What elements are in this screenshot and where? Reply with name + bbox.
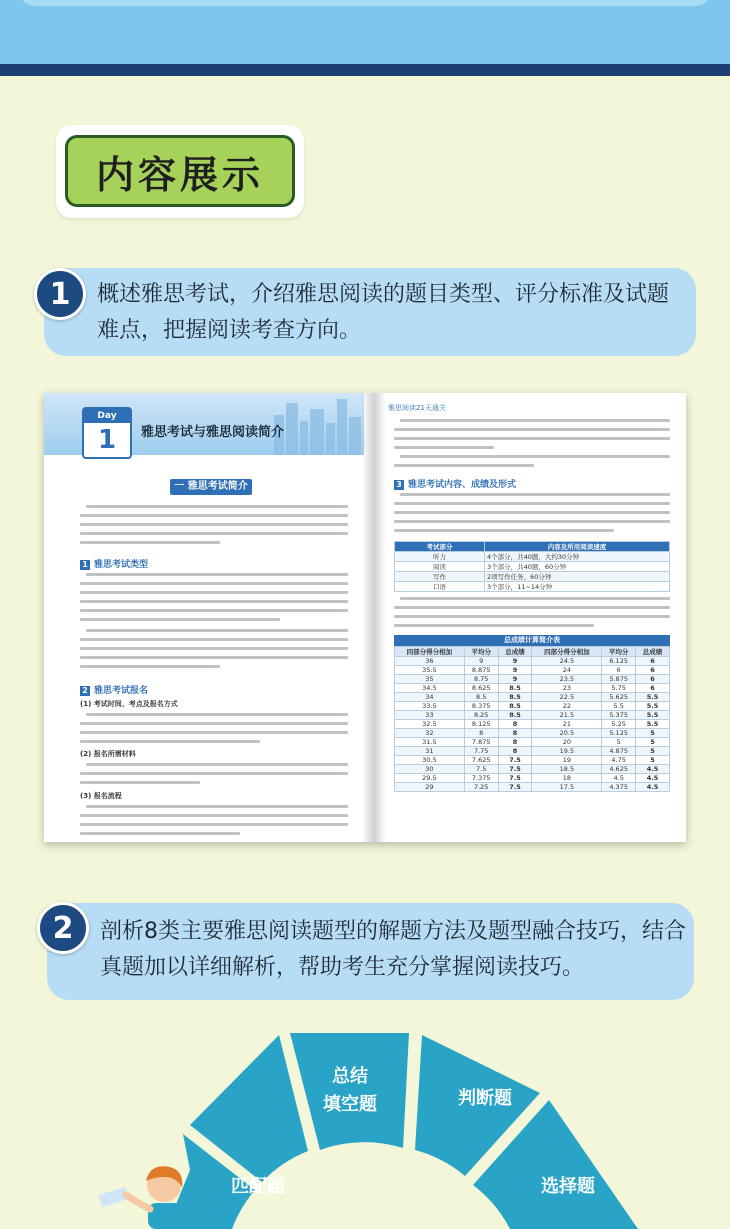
label-judgement: 判断题 [458, 1088, 512, 1109]
day-badge [82, 407, 132, 459]
score-table-row: 31.5 7.875 8 20 5 5 [395, 738, 670, 747]
book-spread-image [44, 393, 686, 842]
score-table-row: 36 9 9 24.5 6.125 6 [395, 657, 670, 666]
score-table-row: 31 7.75 8 19.5 4.875 5 [395, 747, 670, 756]
score-table-title: 总成绩计算简介表 [394, 635, 670, 646]
score-table-row: 33.5 8.375 8.5 22 5.5 5.5 [395, 702, 670, 711]
score-table-row: 34.5 8.625 8.5 23 5.75 6 [395, 684, 670, 693]
item-heading-3: (3) 报名流程 [80, 792, 122, 800]
score-table-row: 35.5 8.875 9 24 6 6 [395, 666, 670, 675]
point-2-number-badge: 2 [37, 902, 89, 954]
label-choice: 选择题 [541, 1176, 595, 1197]
subsection-heading-3: 3 雅思考试内容、成绩及形式 [394, 477, 516, 490]
exam-parts-table: 考试部分 内容及所用阅读速度 听力 4个部分，共40题，大约30分钟 阅读 3个部分，共40题，60分钟 写作 2项写作任务，60分钟 口语 3个部分，11~14分钟 [394, 541, 670, 592]
top-divider-strip [0, 64, 730, 76]
section-title-card [56, 125, 304, 218]
day-label: Day [84, 409, 130, 423]
score-table-row: 29.5 7.375 7.5 18 4.5 4.5 [395, 774, 670, 783]
item-heading-1: (1) 考试时间、考点及报名方式 [80, 700, 178, 708]
score-table-row: 30.5 7.625 7.5 19 4.75 5 [395, 756, 670, 765]
chapter-title: 雅思考试与雅思阅读简介 [141, 425, 285, 440]
left-page [44, 393, 374, 842]
fan-segment-summary [290, 1033, 409, 1150]
right-page [376, 393, 686, 842]
section-heading: 一 雅思考试简介 [170, 479, 252, 495]
running-head: 雅思阅读21天通关 [388, 404, 446, 412]
cartoon-student-illustration [88, 1165, 198, 1229]
label-summary-line1: 总结 [332, 1066, 368, 1087]
day-header-banner [44, 393, 364, 455]
score-table-row: 33 8.25 8.5 21.5 5.375 5.5 [395, 711, 670, 720]
label-summary-line2: 填空题 [323, 1094, 377, 1115]
subsection-heading-1: 1 雅思考试类型 [80, 557, 148, 570]
score-table-row: 32 8 8 20.5 5.125 5 [395, 729, 670, 738]
score-table-row: 29 7.25 7.5 17.5 4.375 4.5 [395, 783, 670, 792]
score-table-row: 35 8.75 9 23.5 5.875 6 [395, 675, 670, 684]
top-banner [0, 0, 730, 64]
point-1-number-badge: 1 [34, 268, 86, 320]
item-heading-2: (2) 报名所需材料 [80, 750, 136, 758]
score-table-row: 32.5 8.125 8 21 5.25 5.5 [395, 720, 670, 729]
label-matching: 匹配题 [231, 1176, 285, 1197]
point-2-text: 剖析8类主要雅思阅读题型的解题方法及题型融合技巧，结合真题加以详细解析，帮助考生充分掌握阅读技巧。 [100, 919, 686, 980]
score-table: 四部分得分相加 平均分 总成绩 四部分得分相加 平均分 总成绩 36 9 9 24.5 6.125 6 35.5 8.875 9 24 6 6 35 8.75 9 23.5 5.875 6 34.5 8.625 8.5 23 5.75 6 34 8.5 8.5 22.5 5.625 5.5 33.5 8.375 8.5 22 5.5 5.5 33 8.25 8.5 21.5 5.375 5.5 32.5 8.125 8 21 5.25 5.5 32 8 8 20.5 5.125 5 31.5 7.875 8 20 5 5 31 7.75 8 19.5 4.875 5 30.5 7.625 7.5 19 4.75 5 30 7.5 7.5 18.5 4.625 4.5 29.5 7.375 7.5 18 4.5 4.5 29 7.25 7.5 17.5 4.375 4.5 [394, 646, 670, 792]
score-table-row: 34 8.5 8.5 22.5 5.625 5.5 [395, 693, 670, 702]
day-number: 1 [97, 425, 117, 455]
section-title: 内容展示 [95, 151, 264, 197]
subsection-heading-2: 2 雅思考试报名 [80, 683, 148, 696]
point-1-text: 概述雅思考试，介绍雅思阅读的题目类型、评分标准及试题难点，把握阅读考查方向。 [97, 282, 670, 343]
score-table-row: 30 7.5 7.5 18.5 4.625 4.5 [395, 765, 670, 774]
